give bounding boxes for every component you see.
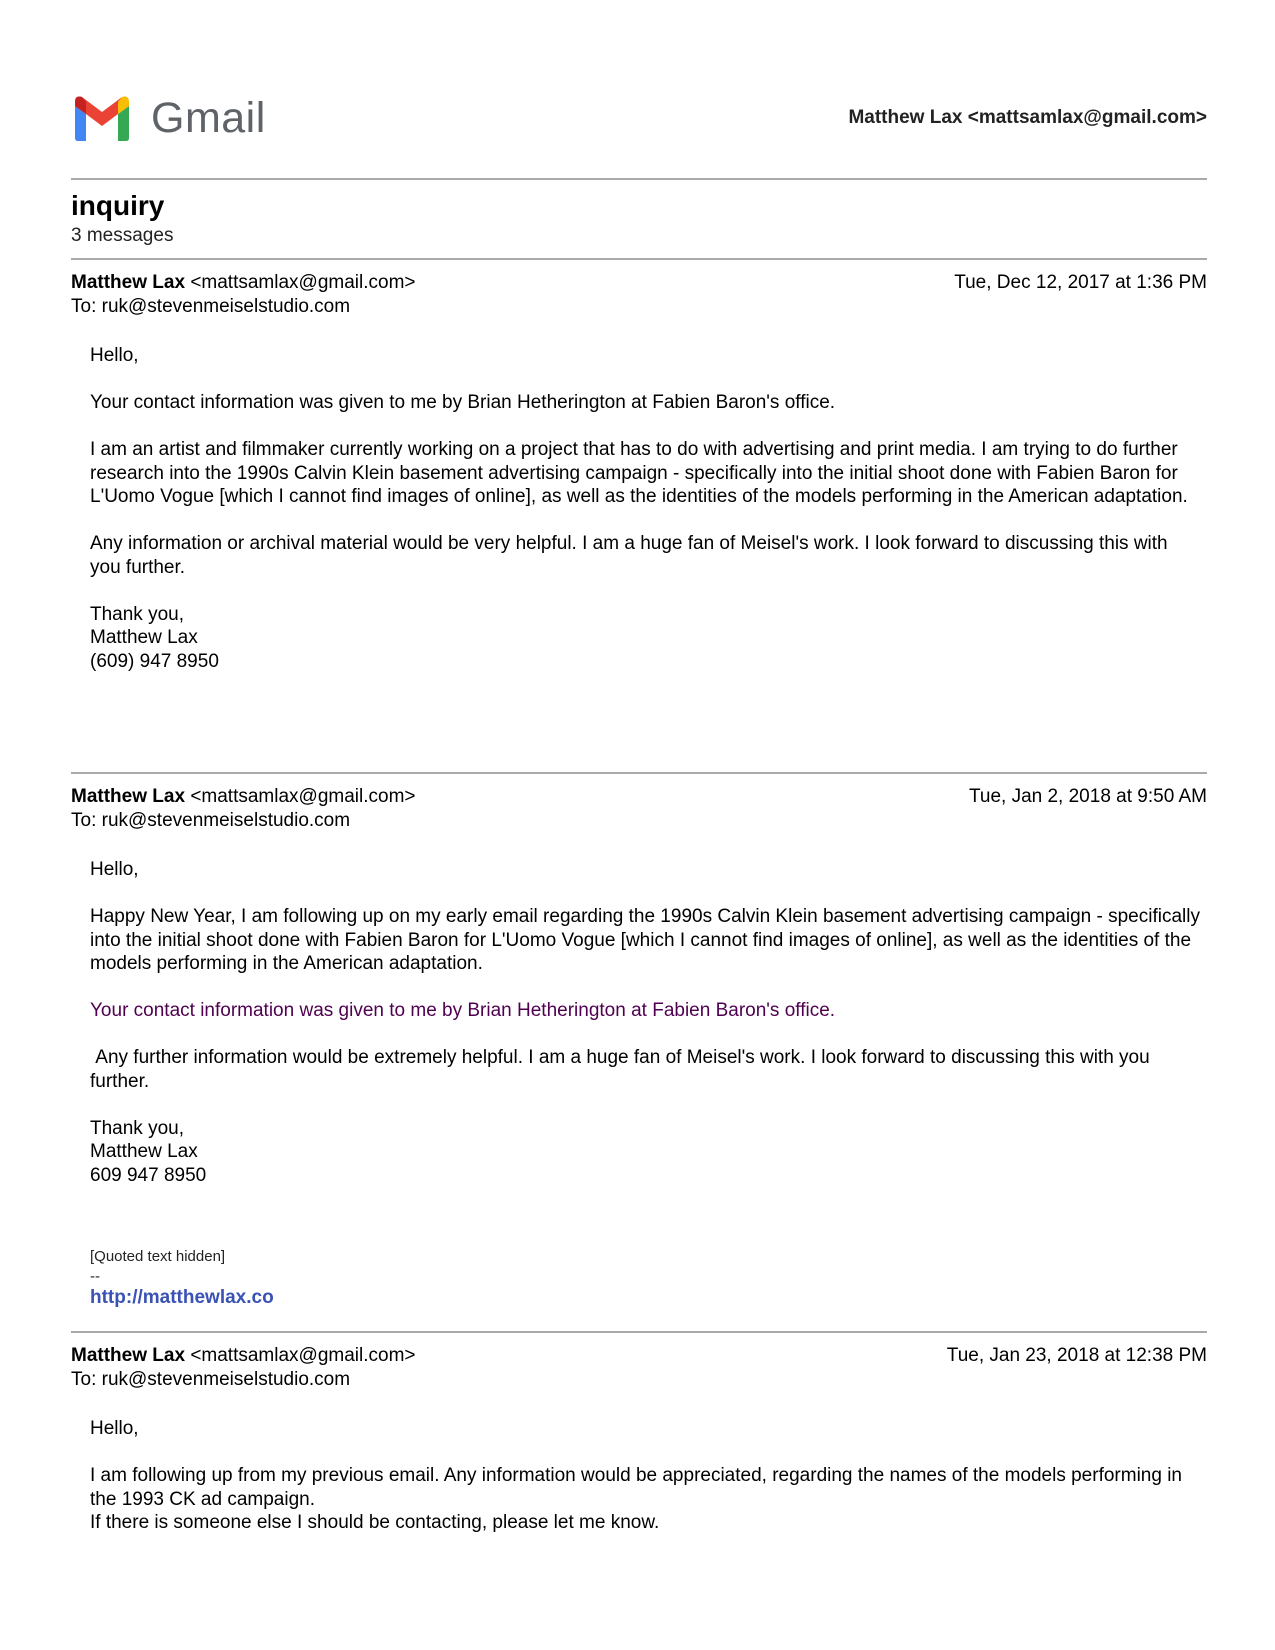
- message-body: [90, 344, 1200, 673]
- sender-name: Matthew Lax: [71, 786, 186, 807]
- paragraph: If there is someone else I should be contacting, please let me know.: [90, 1512, 660, 1533]
- message-1: [71, 272, 1207, 697]
- message-3: [71, 1345, 1207, 1558]
- divider: [71, 772, 1207, 774]
- sender-email[interactable]: <mattsamlax@gmail.com>: [190, 1345, 416, 1366]
- paragraph: Any further information would be extremely helpful. I am a huge fan of Meisel's work. I look forward to discussing this with you further.: [90, 1047, 1155, 1092]
- signoff-line: Thank you,: [90, 1117, 184, 1139]
- message-body: [90, 858, 1200, 1310]
- sender-email[interactable]: <mattsamlax@gmail.com>: [190, 786, 416, 807]
- signature-link[interactable]: http://matthewlax.co: [90, 1287, 274, 1308]
- divider: [71, 178, 1207, 180]
- account-label: Matthew Lax <mattsamlax@gmail.com>: [848, 107, 1207, 128]
- signoff-phone: 609 947 8950: [90, 1164, 207, 1186]
- divider: [71, 258, 1207, 260]
- message-count: 3 messages: [71, 225, 174, 246]
- quoted-text-hidden[interactable]: [Quoted text hidden]: [90, 1247, 226, 1265]
- signoff-name: Matthew Lax: [90, 627, 198, 648]
- print-header: [71, 90, 1207, 146]
- paragraph: Any information or archival material would be very helpful. I am a huge fan of Meisel's work. I look forward to discussing this with you further.: [90, 533, 1168, 578]
- thread-subject: inquiry: [71, 190, 165, 221]
- paragraph: Happy New Year, I am following up on my early email regarding the 1990s Calvin Klein basement advertising campaign - specifically into the initial shoot done with Fabien Baron for L'Uomo Vogue [which I cannot find images of online], as well as the identities of the models performing in the American adaptation.: [90, 906, 1200, 974]
- recipient-line: To: ruk@stevenmeiselstudio.com: [71, 1369, 351, 1390]
- gmail-wordmark: Gmail: [151, 93, 266, 142]
- signoff-name: Matthew Lax: [90, 1141, 198, 1162]
- quoted-paragraph: Your contact information was given to me by Brian Hetherington at Fabien Baron's office.: [90, 1000, 836, 1021]
- message-header: [71, 272, 1207, 296]
- paragraph: I am following up from my previous email. Any information would be appreciated, regarding the names of the models performing in the 1993 CK ad campaign.: [90, 1465, 1182, 1510]
- sender-name: Matthew Lax: [71, 272, 186, 293]
- greeting: Hello,: [90, 859, 139, 880]
- gmail-m-icon: [71, 94, 133, 142]
- message-2: [71, 786, 1207, 1310]
- recipient-line: To: ruk@stevenmeiselstudio.com: [71, 296, 351, 317]
- paragraph: Your contact information was given to me by Brian Hetherington at Fabien Baron's office.: [90, 392, 836, 413]
- sender-email[interactable]: <mattsamlax@gmail.com>: [190, 272, 416, 293]
- divider: [71, 1331, 1207, 1333]
- signoff: [90, 1117, 1200, 1188]
- signoff: [90, 603, 1200, 674]
- gmail-logo: [71, 94, 266, 142]
- message-header: [71, 786, 1207, 810]
- message-header: [71, 1345, 1207, 1369]
- signoff-phone: (609) 947 8950: [90, 650, 219, 672]
- greeting: Hello,: [90, 345, 139, 366]
- signature-separator: --: [90, 1268, 100, 1285]
- message-date: Tue, Jan 2, 2018 at 9:50 AM: [968, 786, 1207, 807]
- message-date: Tue, Jan 23, 2018 at 12:38 PM: [946, 1345, 1207, 1366]
- signoff-line: Thank you,: [90, 603, 184, 625]
- message-body: [90, 1417, 1200, 1535]
- greeting: Hello,: [90, 1418, 139, 1439]
- paragraph: I am an artist and filmmaker currently working on a project that has to do with advertising and print media. I am trying to do further research into the 1990s Calvin Klein basement advertising campaign - specifically into the initial shoot done with Fabien Baron for L'Uomo Vogue [which I cannot find images of online], as well as the identities of the models performing in the American adaptation.: [90, 439, 1188, 507]
- recipient-line: To: ruk@stevenmeiselstudio.com: [71, 810, 351, 831]
- message-date: Tue, Dec 12, 2017 at 1:36 PM: [954, 272, 1207, 293]
- sender-name: Matthew Lax: [71, 1345, 186, 1366]
